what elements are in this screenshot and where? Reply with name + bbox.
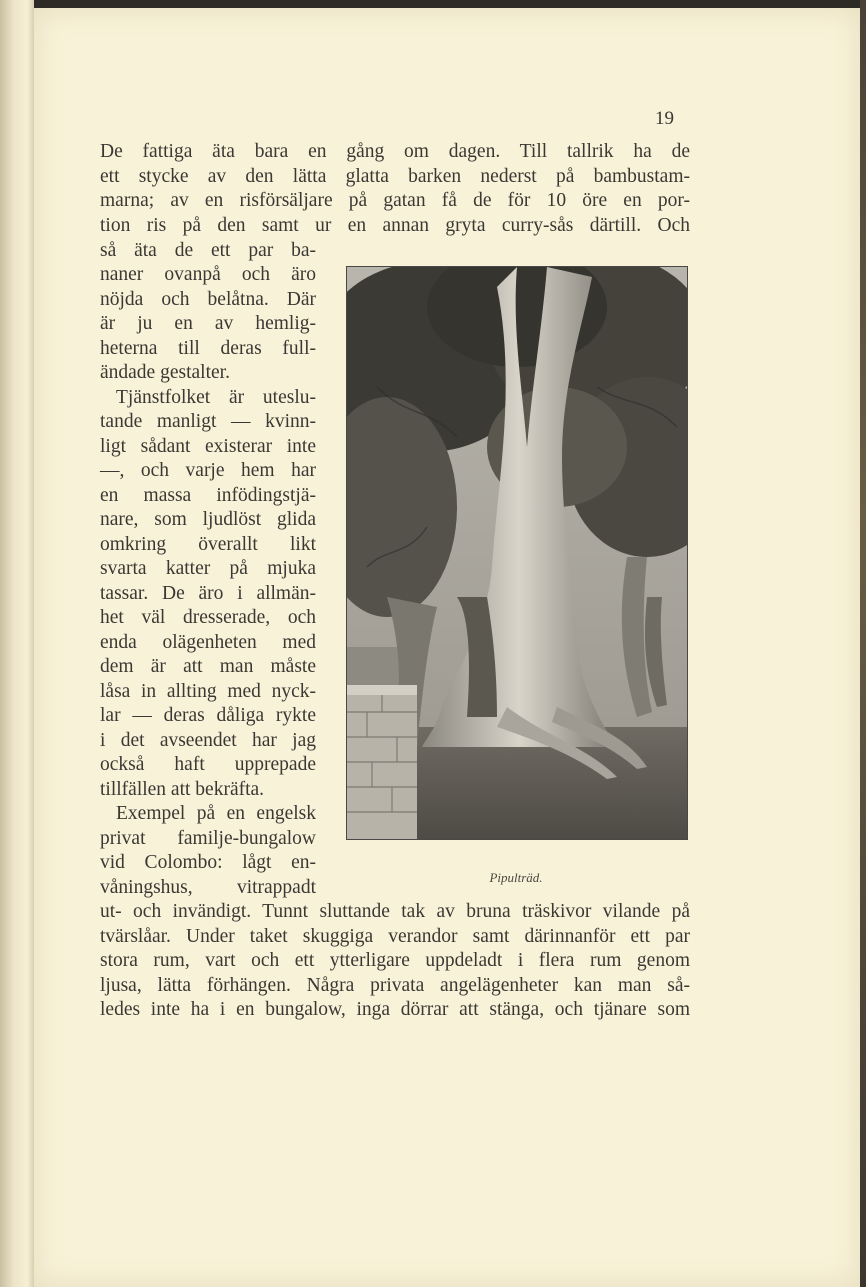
text-line: —, och varje hem har xyxy=(100,460,316,481)
text-line: Tjänstfolket är uteslu- xyxy=(116,387,316,408)
text-line: tassar. De äro i allmän- xyxy=(100,583,316,604)
text-line: enda olägenheten med xyxy=(100,632,316,653)
text-line: tillfällen att bekräfta. xyxy=(100,779,265,800)
text-line: i det avseendet har jag xyxy=(100,730,316,751)
text-line: heterna till deras full- xyxy=(100,338,316,359)
text-line: svarta katter på mjuka xyxy=(100,558,316,579)
text-line: vid Colombo: lågt en- xyxy=(100,852,316,873)
text-line: De fattiga äta bara en gång om dagen. Till tallrik ha de xyxy=(100,141,690,162)
text-line: låsa in allting med nyck- xyxy=(100,681,316,702)
text-line: våningshus, vitrappadt xyxy=(100,877,316,898)
book-spine-edge xyxy=(860,0,866,1287)
text-line: ändade gestalter. xyxy=(100,362,230,383)
text-line: marna; av en risförsäljare på gatan få de för 10 öre en por- xyxy=(100,190,690,211)
text-line: het väl dresserade, och xyxy=(100,607,316,628)
text-line: Exempel på en engelsk xyxy=(116,803,316,824)
previous-page-edge xyxy=(0,0,34,1287)
book-page xyxy=(34,8,860,1287)
text-line: dem är att man måste xyxy=(100,656,316,677)
text-line: ledes inte ha i en bungalow, inga dörrar att stänga, och tjänare som xyxy=(100,999,690,1020)
text-line: ut- och invändigt. Tunnt sluttande tak av bruna träskivor vilande på xyxy=(100,901,690,922)
text-line: lar — deras dåliga rykte xyxy=(100,705,316,726)
text-line: privat familje-bungalow xyxy=(100,828,316,849)
text-line: nare, som ljudlöst glida xyxy=(100,509,316,530)
text-line: tvärslåar. Under taket skuggiga verandor samt därinnanför ett par xyxy=(100,926,690,947)
text-line: tande manligt — kvinn- xyxy=(100,411,316,432)
text-line: en massa infödingstjä- xyxy=(100,485,316,506)
text-line: stora rum, vart och ett ytterligare uppdeladt i flera rum genom xyxy=(100,950,690,971)
text-line: ett stycke av den lätta glatta barken nederst på bambustam- xyxy=(100,166,690,187)
text-line: är ju en av hemlig- xyxy=(100,313,316,334)
figure-caption: Pipulträd. xyxy=(489,870,543,885)
text-line: också haft upprepade xyxy=(100,754,316,775)
text-line: omkring överallt likt xyxy=(100,534,316,555)
text-line: ligt sådant existerar inte xyxy=(100,436,316,457)
text-line: tion ris på den samt ur en annan gryta curry-sås därtill. Och xyxy=(100,215,690,236)
text-line: naner ovanpå och äro xyxy=(100,264,316,285)
tree-photograph xyxy=(346,266,688,840)
text-line: ljusa, lätta förhängen. Några privata angelägenheter kan man så- xyxy=(100,975,690,996)
text-line: nöjda och belåtna. Där xyxy=(100,289,316,310)
page-number: 19 xyxy=(655,108,674,129)
text-line: så äta de ett par ba- xyxy=(100,240,316,261)
